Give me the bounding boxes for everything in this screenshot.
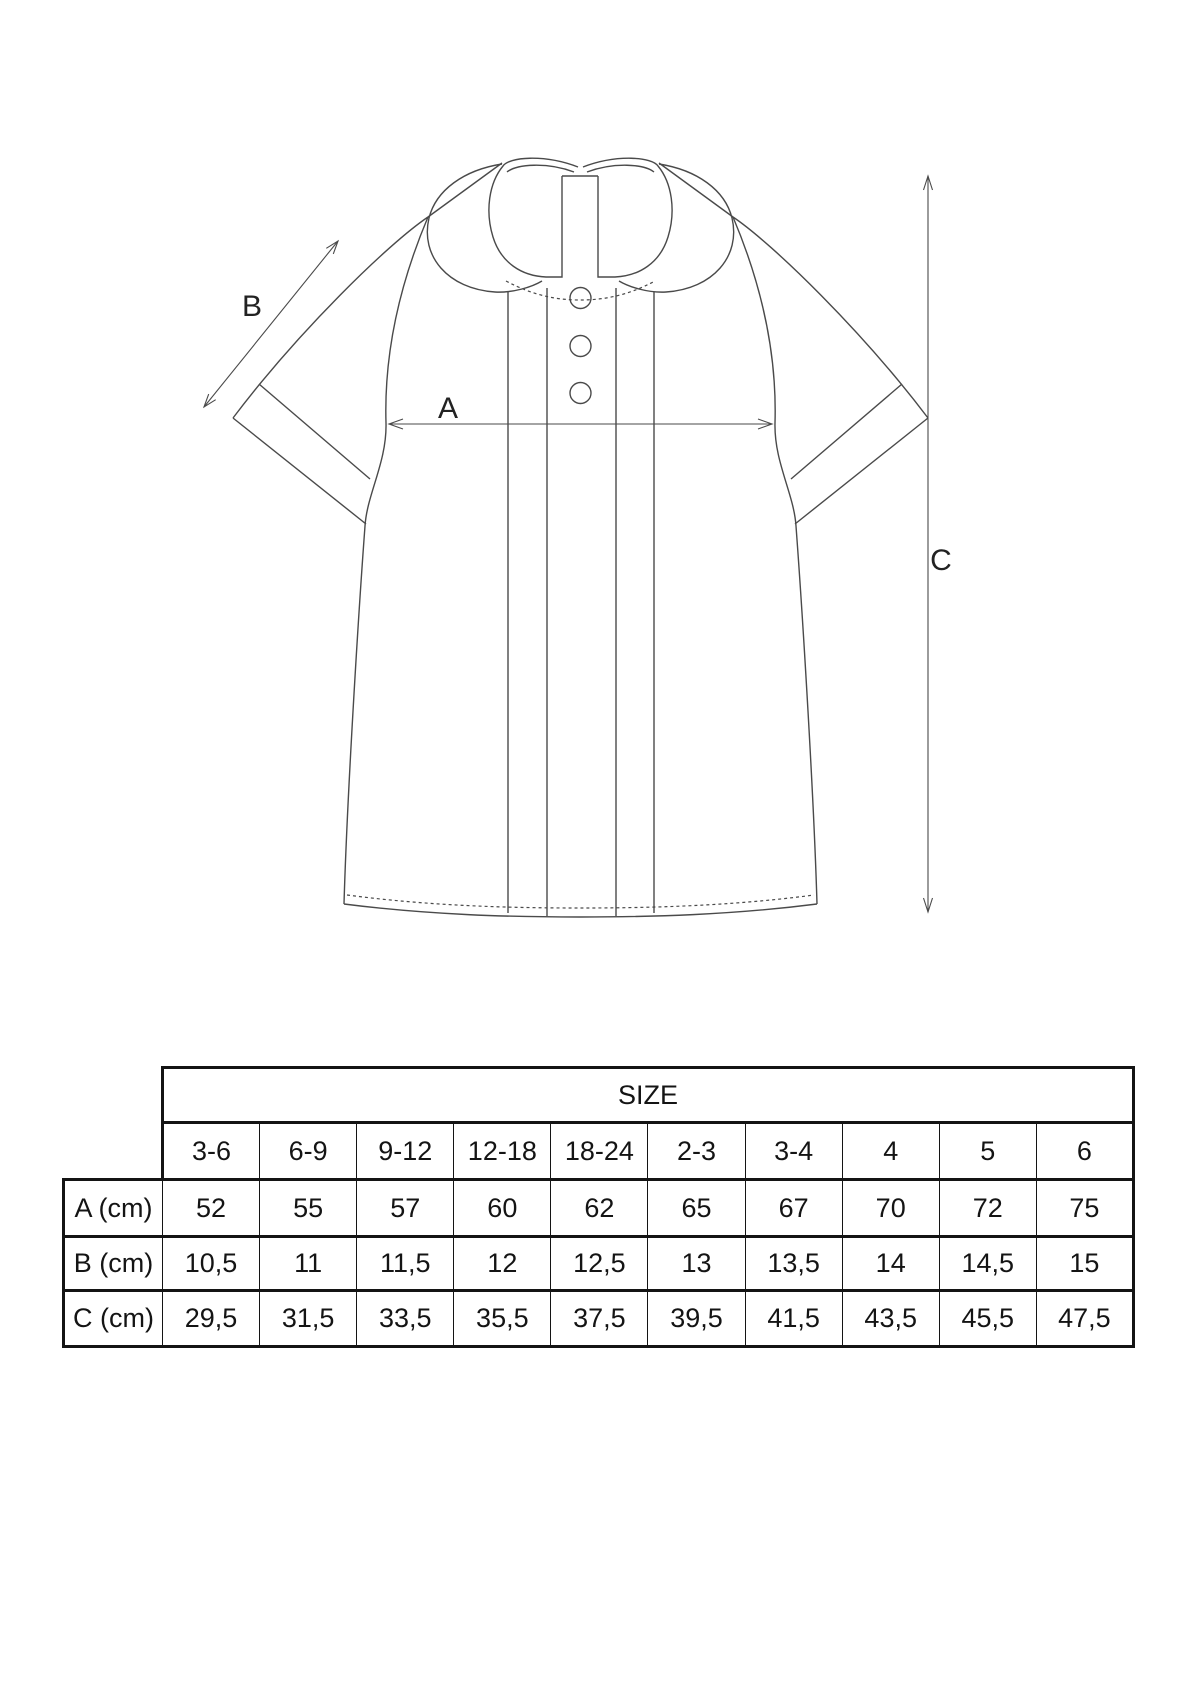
table-cell: 75: [1036, 1180, 1133, 1237]
table-cell: 31,5: [260, 1291, 357, 1347]
table-row-measure-c: [64, 1291, 1134, 1347]
table-cell: 41,5: [745, 1291, 842, 1347]
sleeve-left-cuff-line: [259, 384, 370, 479]
sleeve-right-cuff-line: [791, 384, 902, 479]
size-column-header: 12-18: [454, 1123, 551, 1180]
table-cell: 62: [551, 1180, 648, 1237]
arrow-b-line: [204, 241, 338, 407]
table-cell: 14: [842, 1237, 939, 1291]
table-cell: 60: [454, 1180, 551, 1237]
size-column-header: 3-6: [163, 1123, 260, 1180]
buttons: [570, 288, 591, 404]
sleeve-right-outer-edge: [733, 217, 928, 418]
size-column-header: 4: [842, 1123, 939, 1180]
collar-petal-fold-right: [587, 165, 654, 172]
table-cell: 11: [260, 1237, 357, 1291]
table-cell: 70: [842, 1180, 939, 1237]
table-cell: 14,5: [939, 1237, 1036, 1291]
chest-width-arrow: [389, 392, 772, 429]
size-column-header: 5: [939, 1123, 1036, 1180]
shirt-body: [344, 163, 817, 917]
button-icon: [570, 288, 591, 309]
sleeve-right-hem: [795, 418, 928, 524]
table-cell: 47,5: [1036, 1291, 1133, 1347]
collar-petal-fold-left: [507, 165, 574, 172]
label-c: C: [930, 544, 952, 577]
button-icon: [570, 383, 591, 404]
neck-seam-dotted: [506, 281, 655, 300]
table-title-cell: SIZE: [163, 1068, 1134, 1123]
table-cell: 39,5: [648, 1291, 745, 1347]
table-cell: 15: [1036, 1237, 1133, 1291]
table-cell: 33,5: [357, 1291, 454, 1347]
hem-stitch-line: [347, 895, 814, 908]
table-cell: 57: [357, 1180, 454, 1237]
table-cell: 12,5: [551, 1237, 648, 1291]
table-corner-blank: [64, 1123, 163, 1180]
size-column-header: 6-9: [260, 1123, 357, 1180]
table-cell: 65: [648, 1180, 745, 1237]
table-row-measure-a: [64, 1180, 1134, 1237]
label-b: B: [241, 290, 263, 323]
size-table: [62, 1066, 1135, 1348]
body-length-arrow: [924, 176, 952, 912]
row-label: C (cm): [64, 1291, 163, 1347]
table-cell: 13: [648, 1237, 745, 1291]
sleeves: [233, 217, 928, 524]
table-row-measure-b: [64, 1237, 1134, 1291]
table-cell: 11,5: [357, 1237, 454, 1291]
peter-pan-collar: [427, 158, 733, 300]
table-cell: 10,5: [163, 1237, 260, 1291]
row-label: B (cm): [64, 1237, 163, 1291]
sleeve-left-outer-edge: [233, 217, 428, 418]
size-column-header: 18-24: [551, 1123, 648, 1180]
table-cell: 12: [454, 1237, 551, 1291]
table-row-sizes: [64, 1123, 1134, 1180]
body-side-right: [733, 217, 817, 904]
hem-edge: [344, 904, 817, 917]
table-cell: 67: [745, 1180, 842, 1237]
table-cell: 55: [260, 1180, 357, 1237]
dimension-arrows: [204, 176, 952, 912]
table-cell: 13,5: [745, 1237, 842, 1291]
body-side-left: [344, 217, 428, 904]
size-column-header: 9-12: [357, 1123, 454, 1180]
size-column-header: 2-3: [648, 1123, 745, 1180]
table-cell: 43,5: [842, 1291, 939, 1347]
sleeve-length-arrow: [204, 241, 338, 407]
table-corner-blank: [64, 1068, 163, 1123]
button-icon: [570, 336, 591, 357]
row-label: A (cm): [64, 1180, 163, 1237]
table-cell: 72: [939, 1180, 1036, 1237]
sleeve-left-hem: [233, 418, 366, 524]
table-cell: 45,5: [939, 1291, 1036, 1347]
table-row-title: [64, 1068, 1134, 1123]
size-column-header: 6: [1036, 1123, 1133, 1180]
table-cell: 35,5: [454, 1291, 551, 1347]
table-cell: 29,5: [163, 1291, 260, 1347]
table-cell: 37,5: [551, 1291, 648, 1347]
table-cell: 52: [163, 1180, 260, 1237]
label-a: A: [437, 392, 459, 425]
size-column-header: 3-4: [745, 1123, 842, 1180]
